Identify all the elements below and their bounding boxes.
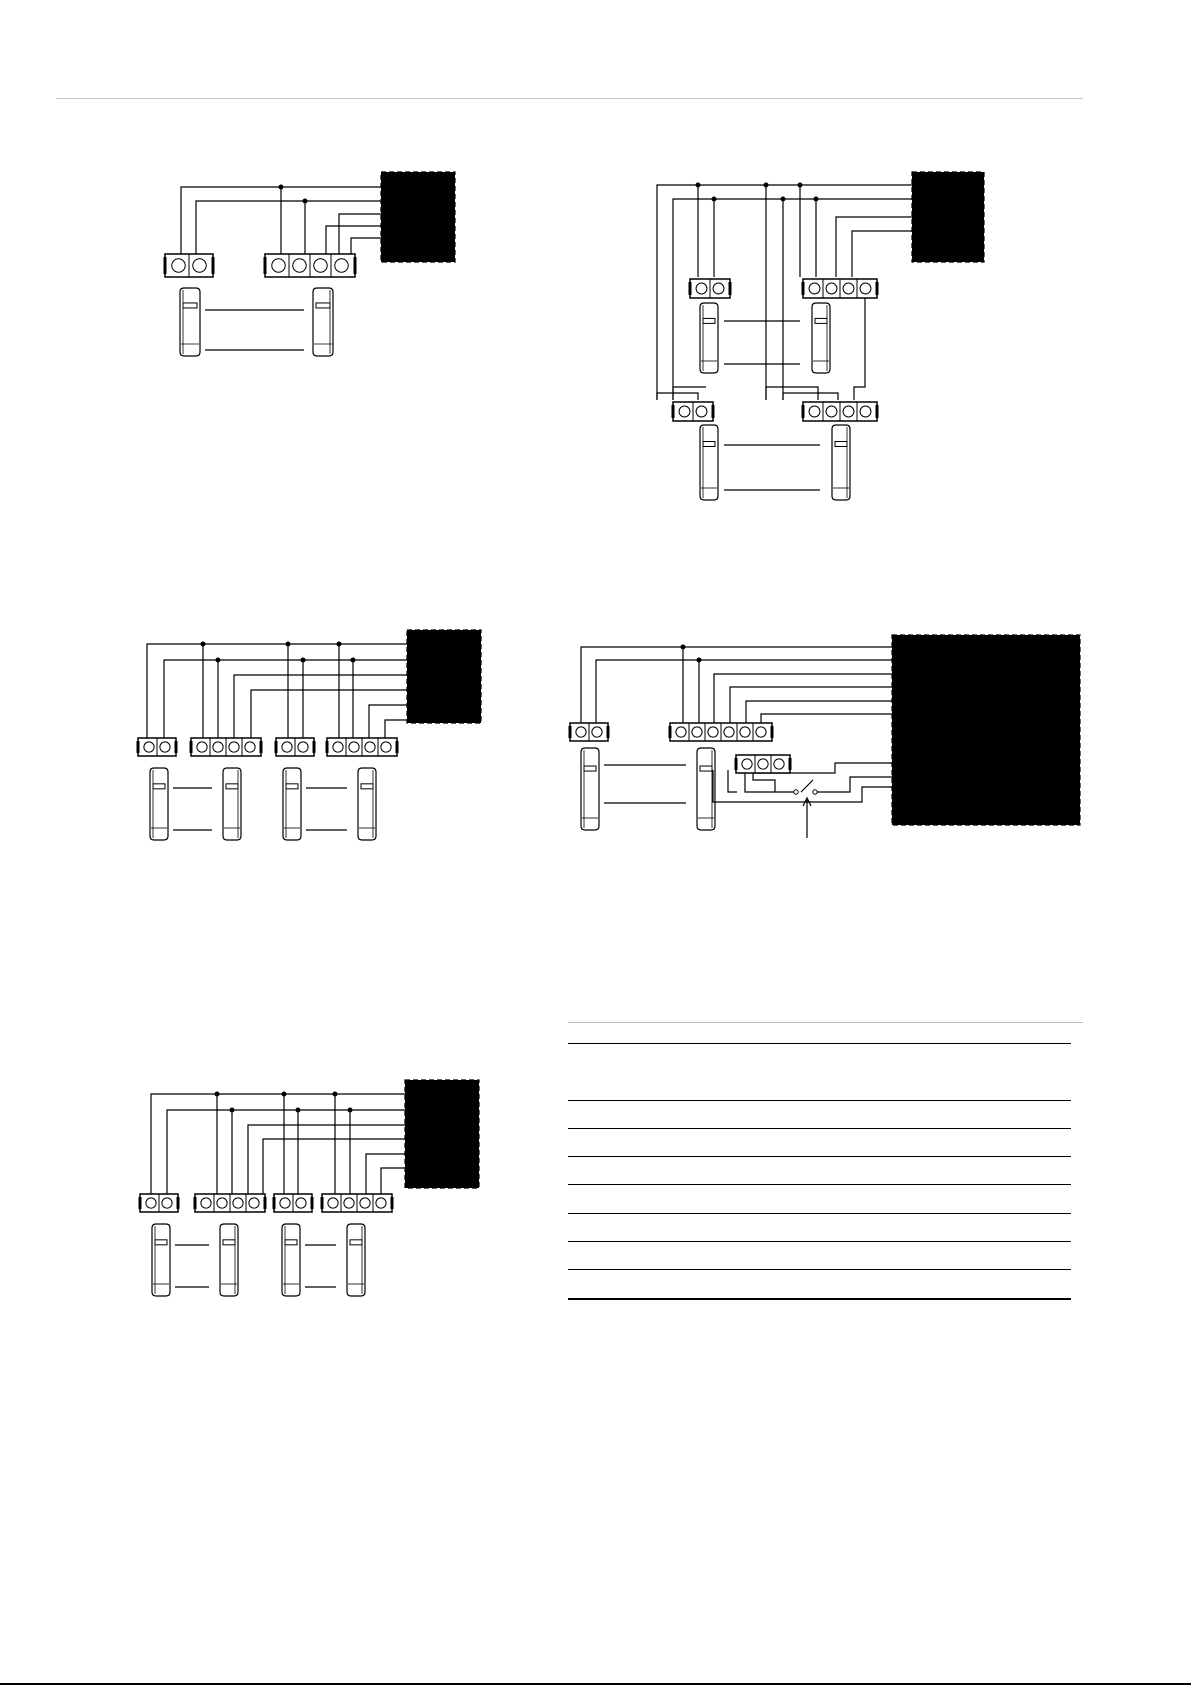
terminal-screw-icon xyxy=(280,1198,290,1208)
terminal-screw-icon xyxy=(298,742,308,752)
terminal-screw-icon xyxy=(296,1198,306,1208)
beam-sensor-icon xyxy=(581,748,599,830)
beam-arrow-icon xyxy=(724,487,826,493)
wire xyxy=(251,690,407,740)
table-section-rule xyxy=(568,1022,1083,1023)
beam-sensor-icon xyxy=(347,1224,365,1296)
junction-dot xyxy=(781,197,786,202)
terminal-screw-icon xyxy=(272,259,285,272)
terminal-block xyxy=(265,254,355,277)
wiring-diagram-3 xyxy=(140,625,490,745)
terminal-screw-icon xyxy=(809,283,820,294)
junction-dot xyxy=(303,199,308,204)
terminal-block xyxy=(191,738,261,756)
wire xyxy=(147,644,407,740)
wiring-diagram-3-devices xyxy=(138,738,408,843)
terminal-block xyxy=(690,279,730,298)
terminal-screw-icon xyxy=(193,259,206,272)
terminal-screw-icon xyxy=(758,759,768,769)
control-box xyxy=(405,1080,479,1188)
beam-arrow-icon xyxy=(173,785,218,791)
terminal-block xyxy=(803,279,877,298)
beam-arrow-icon xyxy=(604,800,692,806)
beam-arrow-icon xyxy=(305,1284,342,1290)
junction-dot xyxy=(798,183,803,188)
table-row-rule xyxy=(568,1184,1071,1185)
control-box xyxy=(892,635,1080,825)
beam-sensor-icon xyxy=(220,1224,238,1296)
wire xyxy=(657,393,698,400)
wire xyxy=(385,720,407,740)
switch-contact xyxy=(794,790,798,794)
terminal-screw-icon xyxy=(592,727,602,737)
beam-sensor-icon xyxy=(180,288,200,356)
terminal-screw-icon xyxy=(160,742,170,752)
header-rule xyxy=(56,98,1083,99)
terminal-block xyxy=(274,1194,312,1212)
junction-dot xyxy=(337,642,342,647)
junction-dot xyxy=(301,658,306,663)
beam-sensor-icon xyxy=(358,768,376,840)
wire xyxy=(596,660,899,730)
terminal-screw-icon xyxy=(144,742,154,752)
beam-arrow-icon xyxy=(205,307,310,313)
terminal-screw-icon xyxy=(692,727,702,737)
terminal-screw-icon xyxy=(344,1198,354,1208)
beam-sensor-icon xyxy=(700,303,718,373)
terminal-block xyxy=(673,402,713,421)
terminal-screw-icon xyxy=(708,727,718,737)
beam-sensor-icon xyxy=(152,1224,170,1296)
junction-dot xyxy=(764,183,769,188)
table-row-rule xyxy=(568,1241,1071,1242)
junction-dot xyxy=(348,1108,353,1113)
junction-dot xyxy=(201,642,206,647)
wire xyxy=(369,705,407,740)
terminal-screw-icon xyxy=(724,727,734,737)
wiring-diagram-4-devices xyxy=(568,723,788,835)
terminal-screw-icon xyxy=(333,742,343,752)
beam-sensor-icon xyxy=(812,303,830,373)
beam-sensor-icon xyxy=(150,768,168,840)
terminal-screw-icon xyxy=(376,1198,386,1208)
beam-arrow-icon xyxy=(724,318,806,324)
terminal-screw-icon xyxy=(282,742,292,752)
beam-sensor-icon xyxy=(223,768,241,840)
table-row-rule xyxy=(568,1156,1071,1157)
terminal-screw-icon xyxy=(696,406,707,417)
table-top-rule xyxy=(568,1043,1071,1044)
junction-dot xyxy=(351,658,356,663)
indicator-circle xyxy=(899,654,911,666)
terminal-screw-icon xyxy=(172,259,185,272)
terminal-screw-icon xyxy=(328,1198,338,1208)
wire xyxy=(783,393,838,400)
terminal-screw-icon xyxy=(860,406,871,417)
wiring-diagram-2-devices-upper xyxy=(680,276,880,376)
beam-sensor-icon xyxy=(697,748,715,830)
junction-dot xyxy=(216,658,221,663)
terminal-block xyxy=(322,1194,392,1212)
wire xyxy=(836,217,912,277)
terminal-screw-icon xyxy=(162,1198,172,1208)
terminal-screw-icon xyxy=(365,742,375,752)
terminal-screw-icon xyxy=(679,406,690,417)
junction-dot xyxy=(697,658,702,663)
switch-contact xyxy=(813,790,817,794)
junction-dot xyxy=(814,197,819,202)
terminal-screw-icon xyxy=(293,259,306,272)
indicator-circle xyxy=(899,641,911,653)
table-row-rule xyxy=(568,1269,1071,1270)
terminal-screw-icon xyxy=(349,742,359,752)
junction-dot xyxy=(279,185,284,190)
terminal-screw-icon xyxy=(740,727,750,737)
control-box xyxy=(912,172,984,262)
terminal-screw-icon xyxy=(676,727,686,737)
terminal-screw-icon xyxy=(381,742,391,752)
terminal-screw-icon xyxy=(576,727,586,737)
wire xyxy=(164,660,407,740)
terminal-screw-icon xyxy=(233,1198,243,1208)
terminal-screw-icon xyxy=(843,406,854,417)
wire xyxy=(815,777,892,792)
beam-arrow-icon xyxy=(175,1284,215,1290)
wire xyxy=(234,675,407,740)
junction-dot xyxy=(696,183,701,188)
terminal-block xyxy=(276,738,314,756)
terminal-screw-icon xyxy=(249,1198,259,1208)
beam-arrow-icon xyxy=(175,1242,215,1248)
beam-sensor-icon xyxy=(700,425,718,500)
beam-arrow-icon xyxy=(205,347,310,353)
terminal-screw-icon xyxy=(146,1198,156,1208)
beam-sensor-icon xyxy=(282,1224,300,1296)
terminal-screw-icon xyxy=(826,283,837,294)
data-table xyxy=(568,1022,1083,1302)
terminal-screw-icon xyxy=(774,759,784,769)
beam-sensor-icon xyxy=(313,288,333,356)
junction-dot xyxy=(230,1108,235,1113)
terminal-screw-icon xyxy=(360,1198,370,1208)
beam-sensor-icon xyxy=(283,768,301,840)
terminal-screw-icon xyxy=(809,406,820,417)
terminal-screw-icon xyxy=(213,742,223,752)
table-row-rule xyxy=(568,1213,1071,1214)
beam-arrow-icon xyxy=(724,361,806,367)
terminal-screw-icon xyxy=(843,283,854,294)
beam-arrow-icon xyxy=(306,827,353,833)
terminal-screw-icon xyxy=(335,259,348,272)
terminal-screw-icon xyxy=(696,283,707,294)
terminal-block xyxy=(195,1194,265,1212)
beam-arrow-icon xyxy=(306,785,353,791)
terminal-block xyxy=(165,254,213,277)
wiring-diagram-5 xyxy=(145,1075,490,1200)
terminal-screw-icon xyxy=(860,283,871,294)
wire xyxy=(339,214,381,254)
wiring-diagram-2-devices-lower xyxy=(680,402,880,502)
junction-dot xyxy=(296,1108,301,1113)
beam-sensor-icon xyxy=(832,425,850,500)
terminal-screw-icon xyxy=(314,259,327,272)
beam-arrow-icon xyxy=(173,827,218,833)
terminal-block xyxy=(570,723,608,741)
terminal-block xyxy=(138,738,176,756)
junction-dot xyxy=(215,1092,220,1097)
beam-arrow-icon xyxy=(724,442,826,448)
junction-dot xyxy=(333,1092,338,1097)
terminal-screw-icon xyxy=(245,742,255,752)
junction-dot xyxy=(712,197,717,202)
control-box xyxy=(407,630,481,723)
terminal-screw-icon xyxy=(742,759,752,769)
junction-dot xyxy=(286,642,291,647)
terminal-screw-icon xyxy=(826,406,837,417)
wiring-diagram-1-devices xyxy=(150,250,380,365)
terminal-screw-icon xyxy=(201,1198,211,1208)
wiring-diagram-5-devices xyxy=(140,1190,405,1300)
wire xyxy=(196,201,381,254)
junction-dot xyxy=(681,645,686,650)
wire xyxy=(714,674,892,730)
terminal-screw-icon xyxy=(713,283,724,294)
table-header-rule xyxy=(568,1100,1071,1101)
table-row-rule xyxy=(568,1128,1071,1129)
terminal-block xyxy=(803,402,877,421)
terminal-screw-icon xyxy=(217,1198,227,1208)
wire xyxy=(852,231,912,277)
control-box xyxy=(381,172,455,262)
switch-lever xyxy=(801,780,813,792)
terminal-block xyxy=(736,755,790,773)
terminal-block xyxy=(327,738,397,756)
junction-dot xyxy=(282,1092,287,1097)
terminal-screw-icon xyxy=(756,727,766,737)
table-bottom-rule xyxy=(568,1298,1071,1300)
terminal-block xyxy=(670,723,772,741)
terminal-screw-icon xyxy=(197,742,207,752)
terminal-screw-icon xyxy=(229,742,239,752)
beam-arrow-icon xyxy=(604,762,692,768)
terminal-block xyxy=(140,1194,178,1212)
beam-arrow-icon xyxy=(305,1242,342,1248)
